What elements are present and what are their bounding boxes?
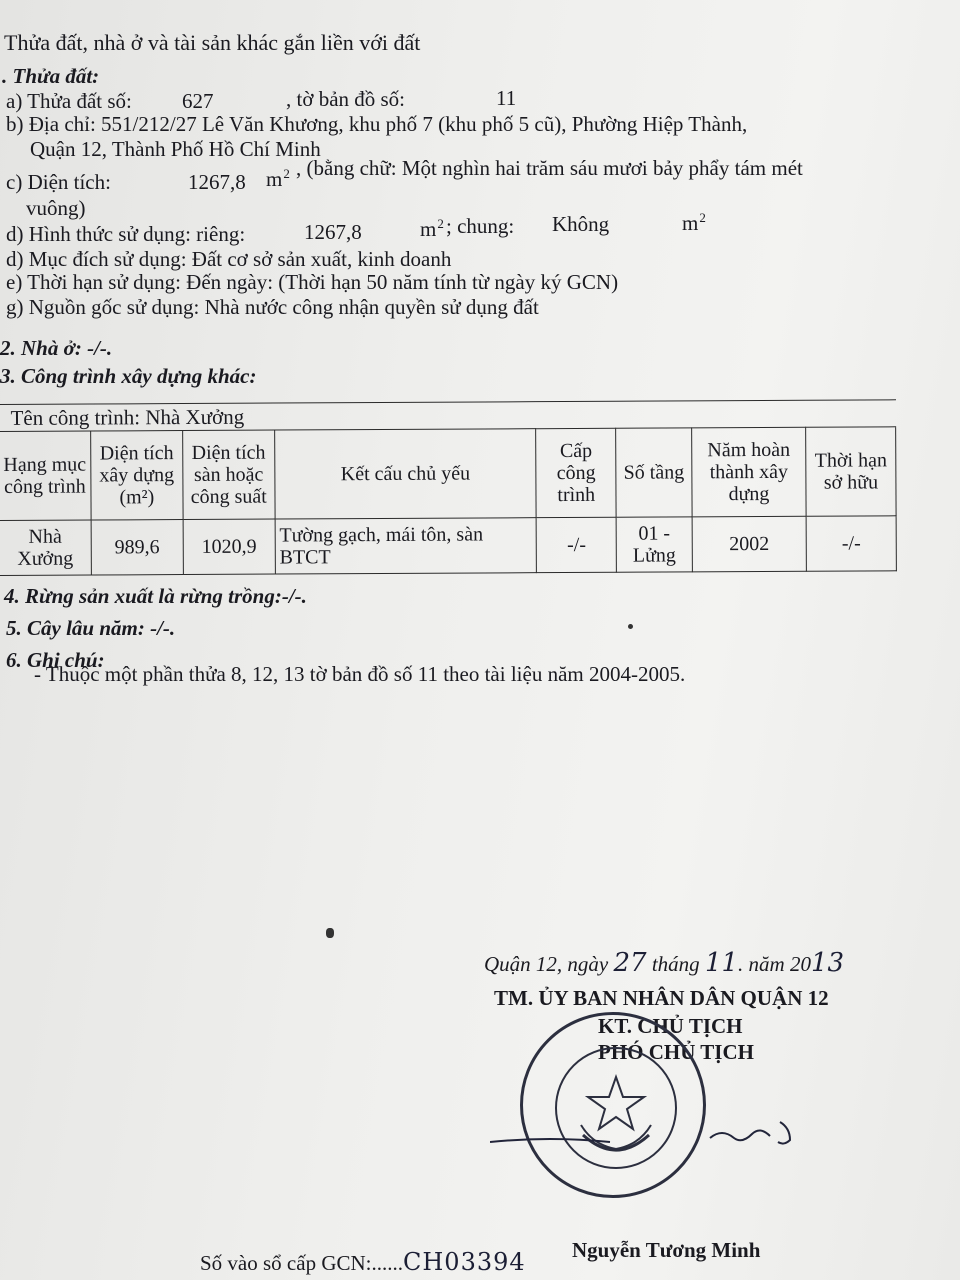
construction-table: [0, 399, 897, 576]
perennial-section: 5. Cây lâu năm: -/-.: [6, 616, 176, 640]
area-value: 1267,8: [188, 170, 246, 194]
col-header-built-area: Diện tích xây dựng (m²): [91, 431, 183, 520]
signature-stroke-icon: [490, 1112, 810, 1152]
forest-section: 4. Rừng sản xuất là rừng trồng:-/-.: [4, 584, 307, 608]
map-sheet-label: , tờ bản đồ số:: [286, 87, 406, 111]
usage-shared-unit: $m^2$: [682, 210, 706, 235]
cell-floors: 01 - Lửng: [616, 517, 692, 572]
table-row: [0, 516, 896, 576]
cell-year: 2002: [692, 516, 806, 572]
signer-role-2: PHÓ CHỦ TỊCH: [598, 1040, 754, 1064]
ink-fleck: [628, 624, 633, 629]
work-name: Tên công trình: Nhà Xưởng: [0, 400, 896, 432]
other-works-heading: 3. Công trình xây dựng khác:: [0, 364, 257, 388]
usage-form-label: d) Hình thức sử dụng: riêng:: [6, 222, 246, 246]
parcel-number-label: a) Thửa đất số:: [6, 89, 132, 113]
address-line-2: Quận 12, Thành Phố Hồ Chí Minh: [30, 137, 321, 161]
col-header-floor-area: Diện tích sàn hoặc công suất: [182, 430, 274, 519]
area-unit: $m^2$: [266, 166, 290, 191]
cell-ownership-term: -/-: [806, 516, 896, 571]
usage-private-value: 1267,8: [304, 220, 362, 244]
col-header-floors: Số tầng: [616, 428, 692, 517]
col-header-structure: Kết cấu chủ yếu: [274, 429, 536, 519]
usage-term: e) Thời hạn sử dụng: Đến ngày: (Thời hạn 50 năm tính từ ngày ký GCN): [6, 270, 619, 294]
usage-private-unit: $m^2$: [420, 216, 444, 241]
land-heading: . Thửa đất:: [2, 64, 100, 88]
col-header-ownership-term: Thời hạn sở hữu: [806, 427, 896, 516]
cell-built-area: 989,6: [91, 520, 183, 575]
usage-purpose: d) Mục đích sử dụng: Đất cơ sở sản xuất, kinh doanh: [6, 247, 452, 271]
cell-grade: -/-: [536, 517, 616, 572]
usage-shared-label: ; chung:: [446, 214, 515, 238]
cell-structure: Tường gạch, mái tôn, sàn BTCT: [275, 518, 537, 574]
col-header-item: Hạng mục công trình: [0, 431, 91, 520]
address-line-1: b) Địa chỉ: 551/212/27 Lê Văn Khương, khu phố 7 (khu phố 5 cũ), Phường Hiệp Thành,: [6, 112, 748, 136]
signer-role-1: KT. CHỦ TỊCH: [598, 1014, 743, 1038]
registration-number: Số vào sổ cấp GCN:......CH03394: [200, 1248, 526, 1276]
house-section: 2. Nhà ở: -/-.: [0, 336, 113, 360]
usage-origin: g) Nguồn gốc sử dụng: Nhà nước công nhận quyền sử dụng đất: [6, 295, 539, 319]
area-in-words-cont: vuông): [26, 196, 86, 220]
area-in-words: , (bằng chữ: Một nghìn hai trăm sáu mươi bảy phẩy tám mét: [296, 156, 803, 180]
parcel-number-value: 627: [182, 89, 214, 113]
signing-date: Quận 12, ngày 27 tháng 11. năm 2013: [484, 948, 845, 978]
col-header-year: Năm hoàn thành xây dựng: [692, 427, 807, 517]
seal-emblem-icon: [523, 1015, 709, 1201]
col-header-grade: Cấp công trình: [536, 428, 616, 517]
map-sheet-value: 11: [496, 86, 517, 110]
area-label: c) Diện tích:: [6, 170, 111, 194]
document-title: Thửa đất, nhà ở và tài sản khác gắn liền với đất: [4, 30, 421, 55]
ink-fleck: [326, 928, 334, 938]
cell-floor-area: 1020,9: [183, 519, 275, 574]
notes-item: - Thuộc một phần thửa 8, 12, 13 tờ bản đồ số 11 theo tài liệu năm 2004-2005.: [34, 662, 686, 686]
official-seal: [520, 1012, 706, 1198]
cell-item: Nhà Xưởng: [0, 520, 91, 575]
usage-shared-value: Không: [552, 212, 610, 236]
signer-name: Nguyễn Tương Minh: [572, 1238, 761, 1262]
notes-heading: 6. Ghi chú:: [6, 648, 105, 672]
issuing-authority: TM. ỦY BAN NHÂN DÂN QUẬN 12: [494, 986, 829, 1010]
